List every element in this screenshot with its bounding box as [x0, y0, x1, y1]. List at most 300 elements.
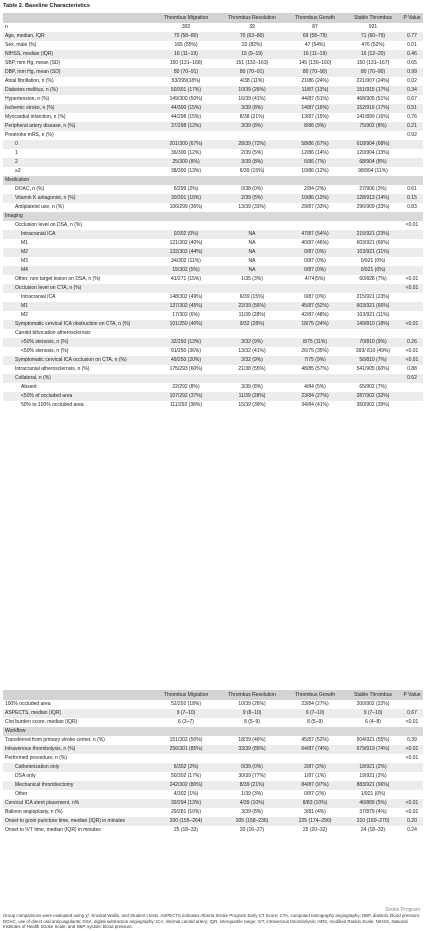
value-cell: 37/298 (12%)	[153, 122, 219, 131]
value-cell: 65/902 (7%)	[359, 384, 387, 391]
value-cell: 13/32 (41%)	[238, 348, 266, 355]
table-row	[3, 50, 423, 59]
value-cell: 25 (18–33)	[173, 827, 199, 834]
value-cell: 0/302 (0%)	[153, 230, 219, 239]
value-cell: 56/810 (7%)	[345, 356, 401, 365]
value-cell: 75/902 (8%)	[345, 122, 401, 131]
value-cell	[219, 374, 285, 383]
header-thrombus-migration: Thrombus Migration	[153, 13, 219, 23]
row-label: Cervical ICA stent placement, n%	[3, 799, 153, 808]
value-cell: 32/250 (13%)	[153, 338, 219, 347]
value-cell: 68/904 (8%)	[345, 158, 401, 167]
value-cell: 3/39 (8%)	[241, 384, 263, 391]
table-row	[3, 257, 423, 266]
row-label: Symptomatic cervical ICA occlusion on CTA, n (%)	[3, 356, 153, 365]
p-value-cell: <0.01	[401, 320, 423, 329]
value-cell: 39	[249, 24, 255, 31]
row-label: Other, non target lesion on DSA, n (%)	[15, 276, 101, 283]
value-cell	[285, 221, 345, 230]
table-row	[3, 266, 423, 275]
row-label: Peripheral artery disease, n (%)	[3, 122, 153, 131]
value-cell: 30/39 (77%)	[238, 773, 266, 780]
row-label: DBP, mm Hg, mean (SD)	[3, 68, 153, 77]
value-cell: 149/810 (18%)	[345, 320, 401, 329]
value-cell: 101/250 (40%)	[153, 320, 219, 329]
value-cell	[285, 329, 345, 338]
value-cell: 80 (70–90)	[285, 68, 345, 77]
row-label: Age, median, IQR	[3, 32, 153, 41]
p-value-cell	[401, 763, 423, 772]
value-cell: 23/84 (27%)	[285, 392, 345, 401]
row-label: Onset to groin puncture time, median (IQR) in minutes	[3, 817, 153, 826]
value-cell: 16 (11–19)	[285, 50, 345, 59]
header-thrombus-resolution: Thrombus Resolution	[219, 690, 285, 700]
p-value-cell: 0.26	[401, 338, 423, 347]
value-cell: 225 (174–290)	[285, 817, 345, 826]
row-label: Diabetes mellitus, n (%)	[3, 86, 153, 95]
row-label: Performed procedure, n (%)	[5, 755, 67, 762]
value-cell: NA	[219, 230, 285, 239]
value-cell: 4/84 (5%)	[304, 384, 326, 391]
value-cell: 27/906 (3%)	[359, 186, 387, 193]
table-row	[3, 113, 423, 122]
value-cell: 40/87 (46%)	[301, 240, 329, 247]
table-header-row	[3, 690, 423, 700]
value-cell: NA	[248, 240, 256, 247]
p-value-cell: <0.01	[401, 356, 423, 365]
row-label: Imaging	[3, 212, 153, 221]
table-row	[3, 311, 423, 320]
p-value-cell: 0.02	[407, 78, 417, 85]
value-cell: 22/292 (8%)	[172, 384, 200, 391]
p-value-cell: 0.67	[407, 96, 417, 103]
table-row	[3, 275, 423, 284]
value-cell: 15/39 (39%)	[238, 402, 266, 409]
value-cell	[345, 176, 401, 185]
value-cell: 137/302 (45%)	[153, 302, 219, 311]
value-cell: 9 (7–10)	[345, 709, 401, 718]
value-cell: 42/87 (48%)	[301, 312, 329, 319]
value-cell: 205 (158–236)	[219, 817, 285, 826]
value-cell: 80 (70–90)	[345, 68, 401, 77]
value-cell: 60/828 (7%)	[359, 276, 387, 283]
value-cell: 80 (70–91)	[153, 68, 219, 77]
table-row	[3, 167, 423, 176]
p-value-cell: 0.62	[401, 374, 423, 383]
value-cell: 47 (54%)	[304, 42, 326, 49]
p-value-cell: <0.01	[401, 284, 423, 293]
p-value-cell: 0.51	[401, 104, 423, 113]
row-label: 2	[3, 158, 153, 167]
value-cell: 8/75 (11%)	[285, 338, 345, 347]
value-cell: 8/86 (9%)	[285, 122, 345, 131]
table-row	[3, 356, 423, 365]
table-row	[3, 41, 423, 50]
table-row	[3, 149, 423, 158]
table-row	[3, 230, 423, 239]
row-label: Transferred from primary stroke center, n (%)	[5, 737, 105, 744]
value-cell: 8/38 (21%)	[239, 114, 265, 121]
row-label: 100% occluded area	[5, 701, 51, 708]
value-cell: 22/39 (56%)	[219, 302, 285, 311]
row-label: Carotid bifurcation atherosclerosis	[15, 330, 91, 337]
value-cell: 215/921 (23%)	[345, 230, 401, 239]
value-cell: 145 (130–160)	[298, 60, 332, 67]
value-cell: 8/83 (10%)	[285, 799, 345, 808]
row-label: M1	[21, 240, 28, 247]
value-cell: 393/ 810 (49%)	[355, 348, 391, 355]
table-row	[3, 302, 423, 311]
p-value-cell	[401, 329, 423, 338]
value-cell: 37/879 (4%)	[359, 809, 387, 816]
p-value-cell	[401, 302, 423, 311]
header-label	[3, 690, 153, 700]
table-row	[3, 122, 423, 131]
value-cell: 28/39 (72%)	[219, 140, 285, 149]
row-label: Mechanical thrombectomy	[3, 781, 153, 790]
value-cell: 3/32 (9%)	[219, 356, 285, 365]
value-cell: 8 (5–9)	[244, 719, 260, 726]
value-cell: 50/302 (17%)	[170, 773, 202, 780]
table-row	[3, 401, 423, 410]
value-cell: 165 (55%)	[174, 42, 198, 49]
p-value-cell: <0.01	[405, 276, 419, 283]
value-cell: 0/39 (0%)	[219, 763, 285, 772]
value-cell: 5/299 (2%)	[173, 186, 199, 193]
value-cell: 0/87 (0%)	[285, 248, 345, 257]
value-cell	[285, 212, 345, 221]
value-cell: 29/281 (10%)	[170, 809, 202, 816]
p-value-cell: <0.01	[401, 799, 423, 808]
row-label: Occlusion level on CTA, n (%)	[3, 284, 153, 293]
p-value-cell: 0.99	[401, 68, 423, 77]
value-cell: 9 (8–10)	[219, 709, 285, 718]
value-cell: 34/302 (11%)	[171, 258, 201, 265]
value-cell: 149/300 (50%)	[169, 96, 203, 103]
value-cell: 32 (82%)	[241, 42, 263, 49]
table-row	[3, 374, 423, 383]
p-value-cell: <0.01	[405, 222, 419, 229]
row-label: Hypertension, n (%)	[5, 96, 50, 103]
row-label: 50% to 100% occluded area	[21, 402, 84, 409]
value-cell: 70 (63–80)	[219, 32, 285, 41]
header-p-value: P Value	[401, 690, 423, 700]
value-cell	[153, 284, 219, 293]
value-cell: 13/39 (33%)	[238, 204, 266, 211]
value-cell: 29/87 (33%)	[301, 204, 329, 211]
value-cell: 15/302 (5%)	[153, 266, 219, 275]
baseline-table-part2	[3, 690, 423, 835]
table-header-row	[3, 13, 423, 23]
value-cell: 541/905 (60%)	[356, 366, 390, 373]
p-value-cell: 0.65	[407, 60, 417, 67]
value-cell: 64/87 (74%)	[285, 745, 345, 754]
row-label: Balloon angioplasty, n (%)	[5, 809, 63, 816]
value-cell: 25/300 (8%)	[153, 158, 219, 167]
value-cell: 33/39 (85%)	[219, 745, 285, 754]
value-cell: 603/921 (66%)	[356, 240, 390, 247]
value-cell	[153, 374, 219, 383]
header-stable-thrombus: Stable Thrombus	[345, 13, 401, 23]
value-cell: 87	[312, 24, 318, 31]
value-cell: 6 (4–8)	[365, 719, 381, 726]
value-cell: 256/301 (85%)	[153, 745, 219, 754]
value-cell	[153, 221, 219, 230]
value-cell: 30/301 (10%)	[153, 194, 219, 203]
p-value-cell	[401, 149, 423, 158]
value-cell	[285, 374, 345, 383]
value-cell: 10/86 (12%)	[301, 168, 329, 175]
row-label: Intracranial ICA	[21, 294, 56, 301]
value-cell: 98/904 (11%)	[358, 168, 388, 175]
value-cell: 1/921 (0%)	[360, 791, 386, 798]
p-value-cell: 0.24	[407, 827, 417, 834]
table-row	[3, 329, 423, 338]
header-label	[3, 13, 153, 23]
value-cell: 16 (12–20)	[345, 50, 401, 59]
value-cell: 4/302 (1%)	[173, 791, 199, 798]
value-cell: 13/87 (15%)	[301, 114, 329, 121]
table-row	[3, 131, 423, 140]
row-label: ASPECTS, median (IQR)	[3, 709, 153, 718]
value-cell	[285, 176, 345, 185]
value-cell: 148/302 (49%)	[169, 294, 203, 301]
row-label: Onset to IVT time, median (IQR) in minutes	[5, 827, 101, 834]
header-thrombus-growth: Thrombus Growth	[285, 13, 345, 23]
table-row	[3, 736, 423, 745]
value-cell	[345, 131, 401, 140]
value-cell	[345, 754, 401, 763]
p-value-cell	[401, 772, 423, 781]
value-cell: 215/921 (23%)	[356, 294, 390, 301]
value-cell: 0/87 (2%)	[304, 791, 326, 798]
table-row	[3, 320, 423, 329]
table-row	[3, 365, 423, 374]
value-cell: 0/921 (0%)	[360, 258, 386, 265]
value-cell: 6 (3–7)	[178, 719, 194, 726]
table-row	[3, 77, 423, 86]
row-label: ≥3	[15, 168, 21, 175]
value-cell: 0/87 (0%)	[304, 294, 326, 301]
p-value-cell: 0.61	[407, 186, 417, 193]
value-cell: 44/87 (51%)	[301, 96, 329, 103]
value-cell: 3/39 (8%)	[241, 809, 263, 816]
value-cell: 18/39 (46%)	[238, 737, 266, 744]
p-value-cell	[401, 257, 423, 266]
table-row	[3, 826, 423, 835]
table-row	[3, 790, 423, 799]
row-label: Intracranial atherosclerosis, n (%)	[15, 366, 90, 373]
value-cell: NA	[248, 258, 256, 265]
row-label: Occlusion level on DSA, n (%)	[15, 222, 82, 229]
p-value-cell	[401, 167, 423, 176]
row-label: Workflow	[3, 727, 153, 736]
p-value-cell: 0.15	[401, 194, 423, 203]
p-value-cell: <0.01	[405, 755, 419, 762]
p-value-cell	[401, 401, 423, 410]
value-cell: 50/301 (17%)	[153, 86, 219, 95]
value-cell: 883/921 (96%)	[345, 781, 401, 790]
section-row	[3, 176, 423, 185]
value-cell: 38/300 (13%)	[170, 168, 202, 175]
value-cell: 58/86 (67%)	[285, 140, 345, 149]
row-label: DOAC, n (%)	[15, 186, 45, 193]
value-cell: 4/74(5%)	[304, 276, 326, 283]
value-cell: 14/87 (16%)	[285, 104, 345, 113]
value-cell: 175/293 (60%)	[169, 366, 203, 373]
value-cell: 103/921 (11%)	[356, 312, 390, 319]
p-value-cell: 0.39	[407, 737, 417, 744]
value-cell: 201/300 (67%)	[153, 140, 219, 149]
table-row	[3, 745, 423, 754]
table-row	[3, 718, 423, 727]
value-cell: 8 (5–9)	[307, 719, 323, 726]
row-label: Symptomatic cervical ICA obstruction on CTA, n (%)	[3, 320, 153, 329]
table-row	[3, 763, 423, 772]
value-cell: 48/85 (57%)	[301, 366, 329, 373]
value-cell: 18/75 (24%)	[285, 320, 345, 329]
value-cell: 3/81 (4%)	[304, 809, 326, 816]
value-cell: 603/921 (66%)	[345, 302, 401, 311]
value-cell: 679/919 (74%)	[345, 745, 401, 754]
value-cell: 16/39 (41%)	[238, 96, 266, 103]
row-label: Sex, male (%)	[5, 42, 37, 49]
table-row	[3, 68, 423, 77]
table-row	[3, 203, 423, 212]
header-thrombus-growth: Thrombus Growth	[285, 690, 345, 700]
p-value-cell: 0.83	[407, 204, 417, 211]
value-cell	[153, 212, 219, 221]
value-cell: 15 (9–19)	[219, 50, 285, 59]
p-value-cell: 0.20	[401, 817, 423, 826]
table-row	[3, 221, 423, 230]
p-value-cell	[401, 392, 423, 401]
baseline-table-part1	[3, 13, 423, 410]
value-cell: 17/302 (6%)	[172, 312, 200, 319]
table-row	[3, 140, 423, 149]
p-value-cell: 0.67	[401, 709, 423, 718]
value-cell: 53/299(18%)	[171, 78, 201, 85]
table-row	[3, 817, 423, 826]
value-cell: 2/84 (2%)	[304, 186, 326, 193]
row-label: M1	[3, 302, 153, 311]
p-value-cell: 0.76	[407, 114, 417, 121]
table-row	[3, 158, 423, 167]
row-label: 0	[3, 140, 153, 149]
header-p-value: P Value	[401, 13, 423, 23]
table-row	[3, 284, 423, 293]
value-cell: 0/87 (0%)	[285, 266, 345, 275]
value-cell: 10/86 (12%)	[285, 194, 345, 203]
table-row	[3, 194, 423, 203]
row-label: Catheterization only	[3, 763, 153, 772]
value-cell: 2/39 (5%)	[219, 194, 285, 203]
header-thrombus-resolution: Thrombus Resolution	[219, 13, 285, 23]
table-row	[3, 754, 423, 763]
value-cell	[219, 176, 285, 185]
p-value-cell	[401, 790, 423, 799]
value-cell: 12/86 (14%)	[301, 150, 329, 157]
p-value-cell	[401, 311, 423, 320]
value-cell: 9 (7–10)	[153, 709, 219, 718]
p-value-cell	[401, 176, 423, 185]
value-cell	[153, 754, 219, 763]
value-cell: 0/921 (0%)	[345, 266, 401, 275]
table-row	[3, 347, 423, 356]
value-cell: 150 (131–167)	[356, 60, 390, 67]
value-cell: 221/907 (24%)	[356, 78, 390, 85]
p-value-cell: 0.01	[407, 42, 417, 49]
value-cell: 504/921 (55%)	[356, 737, 390, 744]
p-value-cell: 0.34	[401, 86, 423, 95]
p-value-cell	[401, 212, 423, 221]
value-cell: 11/87 (13%)	[285, 86, 345, 95]
section-row	[3, 727, 423, 736]
row-label: Intracranial ICA	[3, 230, 153, 239]
table-row	[3, 104, 423, 113]
value-cell: 19/921 (2%)	[359, 773, 387, 780]
value-cell: 7/75 (9%)	[285, 356, 345, 365]
p-value-cell	[401, 727, 423, 736]
row-label: SBP, mm Hg, mean (SD)	[5, 60, 61, 67]
table-row	[3, 700, 423, 709]
value-cell: 350/902 (39%)	[356, 402, 390, 409]
row-label: Intravenous thrombolysis, n (%)	[3, 745, 153, 754]
value-cell: 11/39 (28%)	[219, 392, 285, 401]
value-cell: 150 (131–168)	[169, 60, 203, 67]
value-cell: NA	[219, 266, 285, 275]
value-cell	[153, 329, 219, 338]
value-cell: 6/39 (15%)	[239, 168, 265, 175]
value-cell: 107/292 (37%)	[153, 392, 219, 401]
value-cell: 21/86 (24%)	[301, 78, 329, 85]
value-cell: 34/84 (41%)	[301, 402, 329, 409]
value-cell: 20 (16–27)	[239, 827, 265, 834]
table-row	[3, 383, 423, 392]
table-row	[3, 239, 423, 248]
value-cell	[219, 221, 285, 230]
row-label: M2	[21, 312, 28, 319]
value-cell: 25 (20–32)	[302, 827, 328, 834]
row-label: M4	[3, 266, 153, 275]
table-row	[3, 772, 423, 781]
value-cell: 921	[368, 24, 378, 31]
value-cell: 2/87 (2%)	[285, 763, 345, 772]
value-cell: 476 (52%)	[361, 42, 385, 49]
value-cell: 3/39 (8%)	[219, 158, 285, 167]
value-cell: 296/909 (33%)	[356, 204, 390, 211]
p-value-cell	[401, 23, 423, 32]
value-cell	[345, 727, 401, 736]
table-title: Table 2. Baseline Characteristics	[3, 3, 90, 9]
table-footnote: Group comparisons were evaluated using χ², Kruskal-Wallis, and Student t tests. ASPECTS indicates Alberta Stroke Program Early CT Score; CTA, computed tomography angiography; DBP, diastolic blood pressure; DOAC, use of direct oral anticoagulants; DSA, digital subtraction angiography; ICA, internal carotid artery; IQR, interquartile range; IVT, intravenous thrombolysis; mRS, modified Rankin Scale; NIHSS, National Institutes of Health Stroke Scale; and SBP, systolic blood pressure.	[3, 913, 421, 930]
p-value-cell: 0.21	[401, 122, 423, 131]
value-cell: 152/916 (17%)	[345, 104, 401, 113]
value-cell	[345, 374, 401, 383]
value-cell: 151 (132–163)	[235, 60, 269, 67]
p-value-cell	[401, 248, 423, 257]
value-cell: 18/921 (2%)	[345, 763, 401, 772]
value-cell	[345, 284, 401, 293]
value-cell: 45/87 (52%)	[301, 737, 329, 744]
value-cell: 69 (58–79)	[285, 32, 345, 41]
row-label: M3	[21, 258, 28, 265]
value-cell: 3/39 (8%)	[219, 104, 285, 113]
value-cell: 1/39 (3%)	[241, 791, 263, 798]
row-label: Myocardial infarction, n (%)	[5, 114, 66, 121]
row-label: M2	[3, 248, 153, 257]
value-cell: 302	[181, 24, 191, 31]
